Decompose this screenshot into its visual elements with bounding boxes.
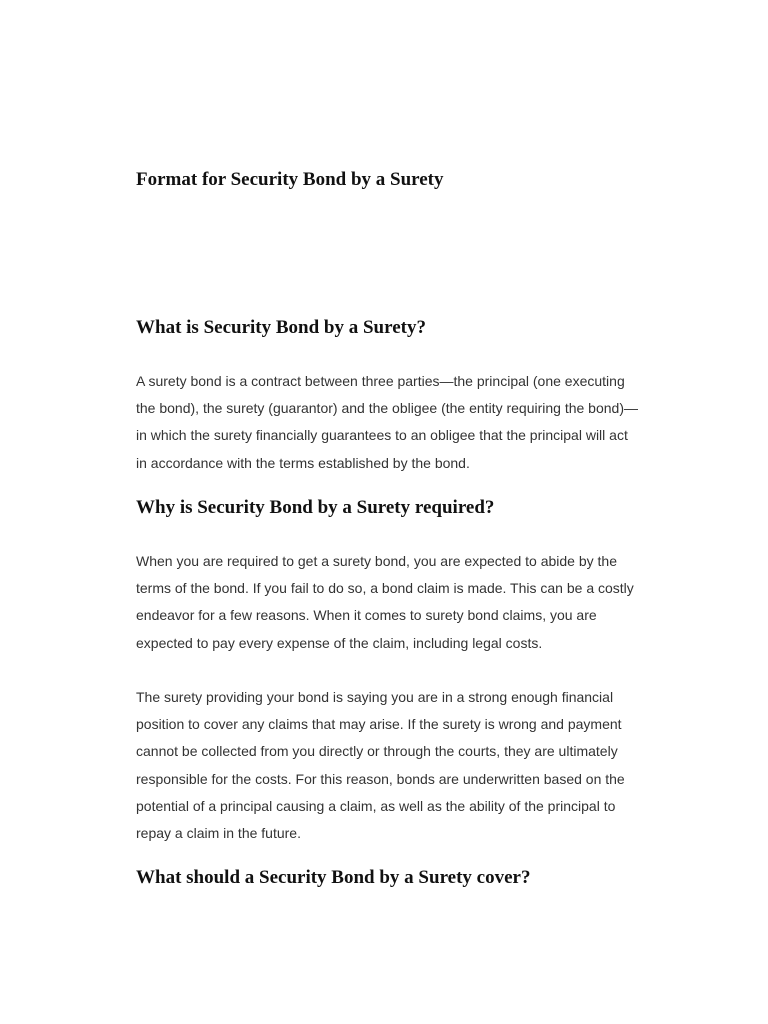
paragraph-why-required-1 bbox=[136, 548, 676, 657]
paragraph-line: The surety providing your bond is saying you are in a strong enough financial bbox=[136, 689, 614, 705]
paragraph-line: in accordance with the terms established by the bond. bbox=[136, 454, 470, 471]
paragraph-line: the bond), the surety (guarantor) and the obligee (the entity requiring the bond)— bbox=[136, 400, 638, 417]
section-heading-what-cover: What should a Security Bond by a Surety cover? bbox=[136, 867, 531, 888]
paragraph-line: potential of a principal causing a claim, as well as the ability of the principal to bbox=[136, 797, 616, 814]
paragraph-what-is bbox=[136, 368, 676, 477]
paragraph-line: When you are required to get a surety bond, you are expected to abide by the bbox=[136, 553, 617, 569]
paragraph-line: expected to pay every expense of the claim, including legal costs. bbox=[136, 634, 543, 651]
paragraph-line: in which the surety financially guarantees to an obligee that the principal will act bbox=[136, 427, 628, 444]
document-title: Format for Security Bond by a Surety bbox=[136, 169, 444, 190]
section-heading-what-is: What is Security Bond by a Surety? bbox=[136, 317, 426, 338]
paragraph-line: cannot be collected from you directly or through the courts, they are ultimately bbox=[136, 743, 618, 760]
paragraph-line: position to cover any claims that may arise. If the surety is wrong and payment bbox=[136, 716, 622, 733]
paragraph-line: terms of the bond. If you fail to do so, a bond claim is made. This can be a costly bbox=[136, 580, 634, 597]
paragraph-line: A surety bond is a contract between three parties—the principal (one executing bbox=[136, 373, 625, 389]
paragraph-line: endeavor for a few reasons. When it comes to surety bond claims, you are bbox=[136, 607, 597, 624]
paragraph-why-required-2 bbox=[136, 684, 676, 847]
section-heading-why-required: Why is Security Bond by a Surety required? bbox=[136, 497, 495, 518]
paragraph-line: responsible for the costs. For this reason, bonds are underwritten based on the bbox=[136, 770, 625, 787]
paragraph-line: repay a claim in the future. bbox=[136, 824, 301, 841]
